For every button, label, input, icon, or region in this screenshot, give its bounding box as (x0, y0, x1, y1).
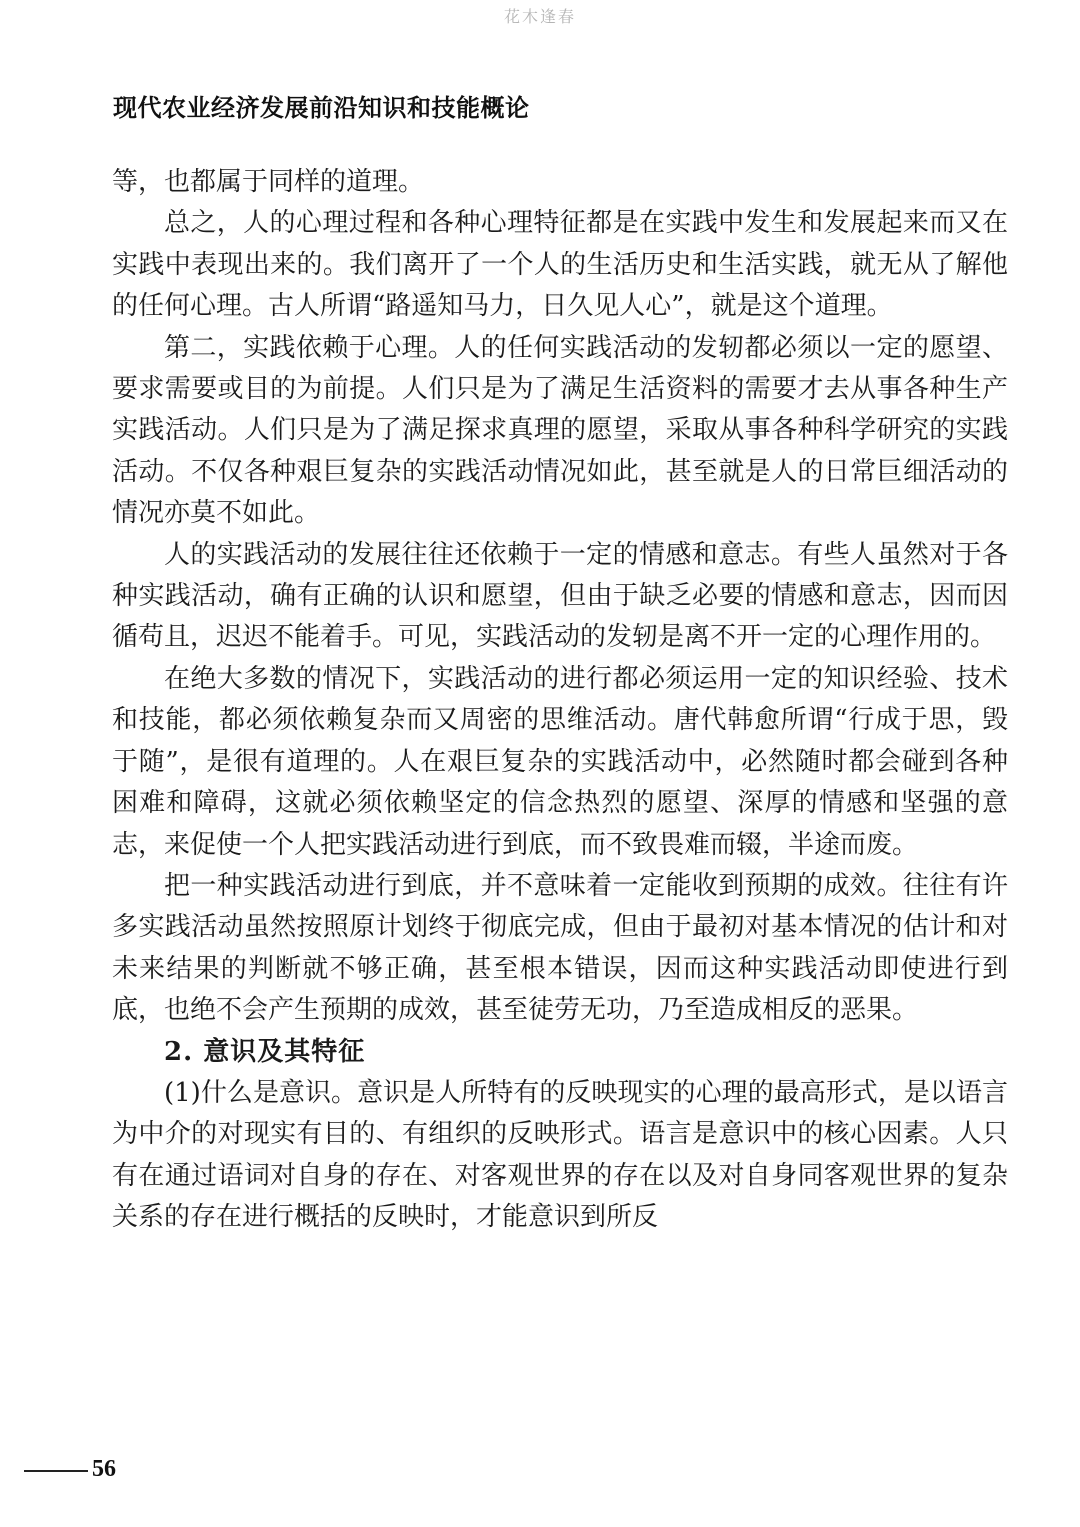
paragraph: 总之，人的心理过程和各种心理特征都是在实践中发生和发展起来而又在实践中表现出来的。我们离开了一个人的生活历史和生活实践，就无从了解他的任何心理。古人所谓“路遥知马力，日久见人心”，就是这个道理。 (112, 208, 1008, 322)
paragraph: 把一种实践活动进行到底，并不意味着一定能收到预期的成效。往往有许多实践活动虽然按照原计划终于彻底完成，但由于最初对基本情况的估计和对未来结果的判断就不够正确，甚至根本错误，因而这种实践活动即使进行到底，也绝不会产生预期的成效，甚至徒劳无功，乃至造成相反的恶果。 (112, 870, 1008, 1026)
running-head: 现代农业经济发展前沿知识和技能概论 (113, 94, 530, 122)
paragraph: 人的实践活动的发展往往还依赖于一定的情感和意志。有些人虽然对于各种实践活动，确有正确的认识和愿望，但由于缺乏必要的情感和意志，因而因循苟且，迟迟不能着手。可见，实践活动的发轫是离不开一定的心理作用的。 (112, 539, 1008, 653)
paragraph: 第二，实践依赖于心理。人的任何实践活动的发轫都必须以一定的愿望、要求需要或目的为前提。人们只是为了满足生活资料的需要才去从事各种生产实践活动。人们只是为了满足探求真理的愿望，采取从事各种科学研究的实践活动。不仅各种艰巨复杂的实践活动情况如此，甚至就是人的日常巨细活动的情况亦莫不如此。 (112, 332, 1008, 529)
paragraph: 等，也都属于同样的道理。 (112, 167, 425, 197)
footer-rule (24, 1470, 88, 1472)
paragraph: (1)什么是意识。意识是人所特有的反映现实的心理的最高形式，是以语言为中介的对现实有目的、有组织的反映形式。语言是意识中的核心因素。人只有在通过语词对自身的存在、对客观世界的存在以及对自身同客观世界的复杂关系的存在进行概括的反映时，才能意识到所反 (112, 1077, 1008, 1233)
page-number: 56 (92, 1456, 116, 1482)
body-text (112, 162, 1008, 1239)
paragraph: 在绝大多数的情况下，实践活动的进行都必须运用一定的知识经验、技术和技能，都必须依赖复杂而又周密的思维活动。唐代韩愈所谓“行成于思，毁于随”，是很有道理的。人在艰巨复杂的实践活动中，必然随时都会碰到各种困难和障碍，这就必须依赖坚定的信念热烈的愿望、深厚的情感和坚强的意志，来促使一个人把实践活动进行到底，而不致畏难而辍，半途而废。 (112, 663, 1008, 860)
section-heading: 2. 意识及其特征 (164, 1036, 366, 1067)
watermark: 花木逢春 (503, 7, 576, 26)
